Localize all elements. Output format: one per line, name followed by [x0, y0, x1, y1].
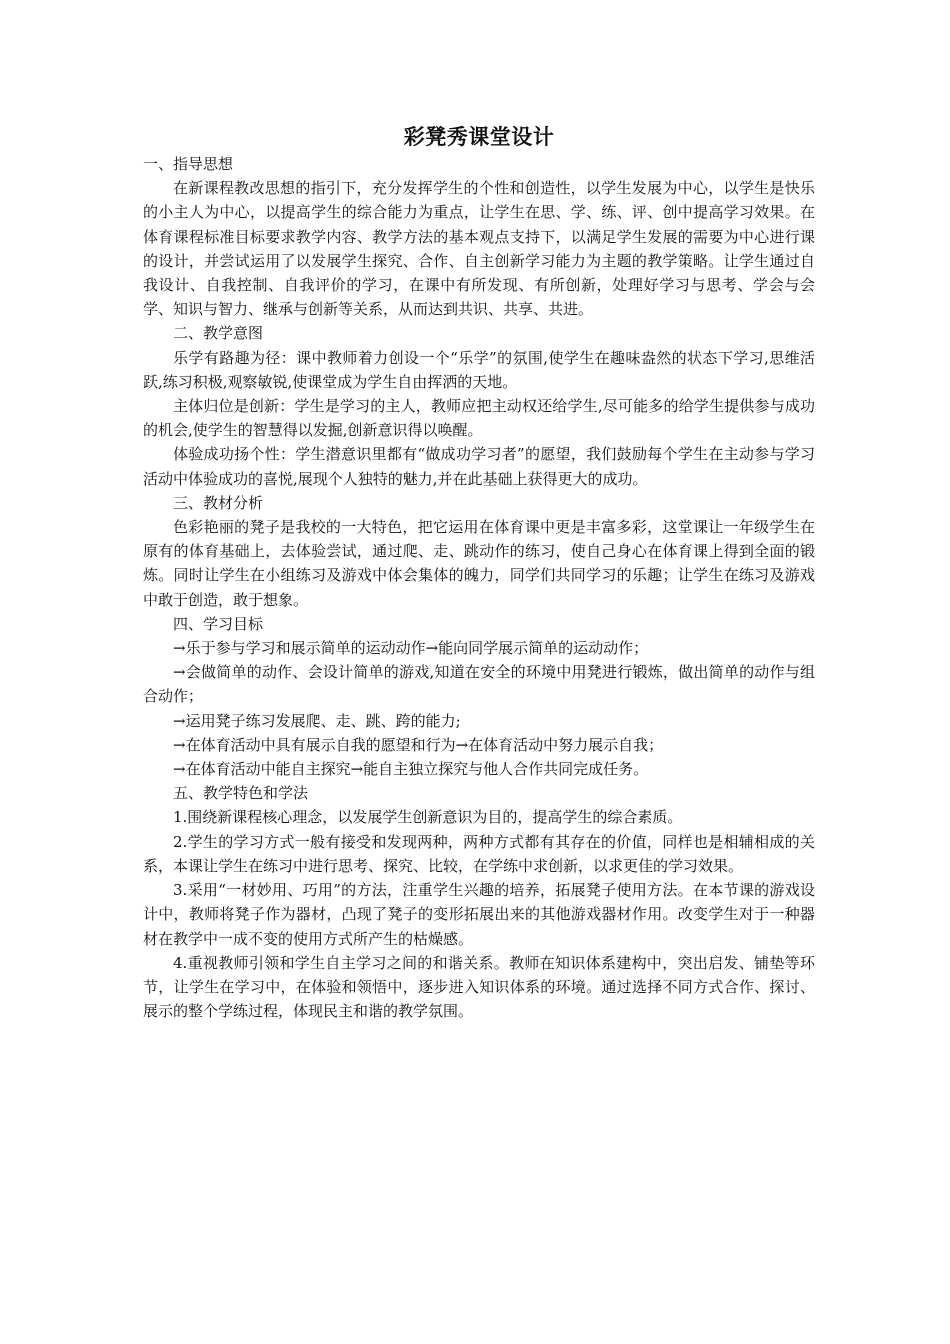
- paragraph: →乐于参与学习和展示简单的运动动作→能向同学展示简单的运动动作；: [173, 639, 649, 658]
- paragraph: 2.学生的学习方式一般有接受和发现两种，两种方式都有其存在的价值，同样也是相辅相成的关系，本课让学生在练习中进行思考、探究、比较，在学练中求创新，以求更佳的学习效果。: [143, 832, 815, 875]
- section-heading: 五、教学特色和学法: [173, 784, 309, 803]
- section-heading: 一、指导思想: [143, 155, 234, 173]
- document-title: 彩凳秀课堂设计: [403, 124, 555, 149]
- paragraph: →在体育活动中能自主探究→能自主独立探究与他人合作共同完成任务。: [173, 760, 649, 779]
- section-heading: 二、教学意图: [173, 324, 264, 343]
- paragraph: 乐学有路趣为径：课中教师着力创设一个“乐学”的氛围,使学生在趣味盎然的状态下学习,思维活跃,练习积极,观察敏锐,使课堂成为学生自由挥洒的天地。: [143, 348, 815, 391]
- paragraph-list: [143, 152, 815, 1023]
- paragraph: →会做简单的动作、会设计简单的游戏,知道在安全的环境中用凳进行锻炼，做出简单的动作与组合动作；: [143, 663, 815, 706]
- paragraph: 3.采用“一材妙用、巧用”的方法，注重学生兴趣的培养，拓展凳子使用方法。在本节课的游戏设计中，教师将凳子作为器材，凸现了凳子的变形拓展出来的其他游戏器材作用。改变学生对于一种器材在教学中一成不变的使用方式所产生的枯燥感。: [143, 881, 815, 948]
- document-body: [143, 122, 815, 1023]
- paragraph: 体验成功扬个性：学生潜意识里都有“做成功学习者”的愿望，我们鼓励每个学生在主动参与学习活动中体验成功的喜悦,展现个人独特的魅力,并在此基础上获得更大的成功。: [143, 445, 815, 488]
- paragraph: 在新课程教改思想的指引下，充分发挥学生的个性和创造性，以学生发展为中心，以学生是快乐的小主人为中心，以提高学生的综合能力为重点，让学生在思、学、练、评、创中提高学习效果。在体育课程标准目标要求教学内容、教学方法的基本观点支持下，以满足学生发展的需要为中心进行课的设计，并尝试运用了以发展学生探究、合作、自主创新学习能力为主题的教学策略。让学生通过自我设计、自我控制、自我评价的学习，在课中有所发现、有所创新，处理好学习与思考、学会与会学、知识与智力、继承与创新等关系，从而达到共识、共享、共进。: [143, 179, 815, 319]
- paragraph: 主体归位是创新：学生是学习的主人，教师应把主动权还给学生,尽可能多的给学生提供参与成功的机会,使学生的智慧得以发掘,创新意识得以唤醒。: [143, 397, 815, 440]
- section-heading: 三、教材分析: [173, 493, 264, 512]
- paragraph: 4.重视教师引领和学生自主学习之间的和谐关系。教师在知识体系建构中，突出启发、铺垫等环节，让学生在学习中，在体验和领悟中，逐步进入知识体系的环境。通过选择不同方式合作、探讨、展示的整个学练过程，体现民主和谐的教学氛围。: [143, 953, 815, 1021]
- section-heading: 四、学习目标: [173, 614, 264, 633]
- paragraph: 色彩艳丽的凳子是我校的一大特色，把它运用在体育课中更是丰富多彩，这堂课让一年级学生在原有的体育基础上，去体验尝试，通过爬、走、跳动作的练习，使自己身心在体育课上得到全面的锻炼。同时让学生在小组练习及游戏中体会集体的魄力，同学们共同学习的乐趣；让学生在练习及游戏中敢于创造，敢于想象。: [143, 518, 815, 609]
- paragraph: →运用凳子练习发展爬、走、跳、跨的能力;: [173, 711, 461, 730]
- paragraph: →在体育活动中具有展示自我的愿望和行为→在体育活动中努力展示自我；: [173, 735, 664, 754]
- paragraph: 1.围绕新课程核心理念，以发展学生创新意识为目的，提高学生的综合素质。: [173, 808, 683, 827]
